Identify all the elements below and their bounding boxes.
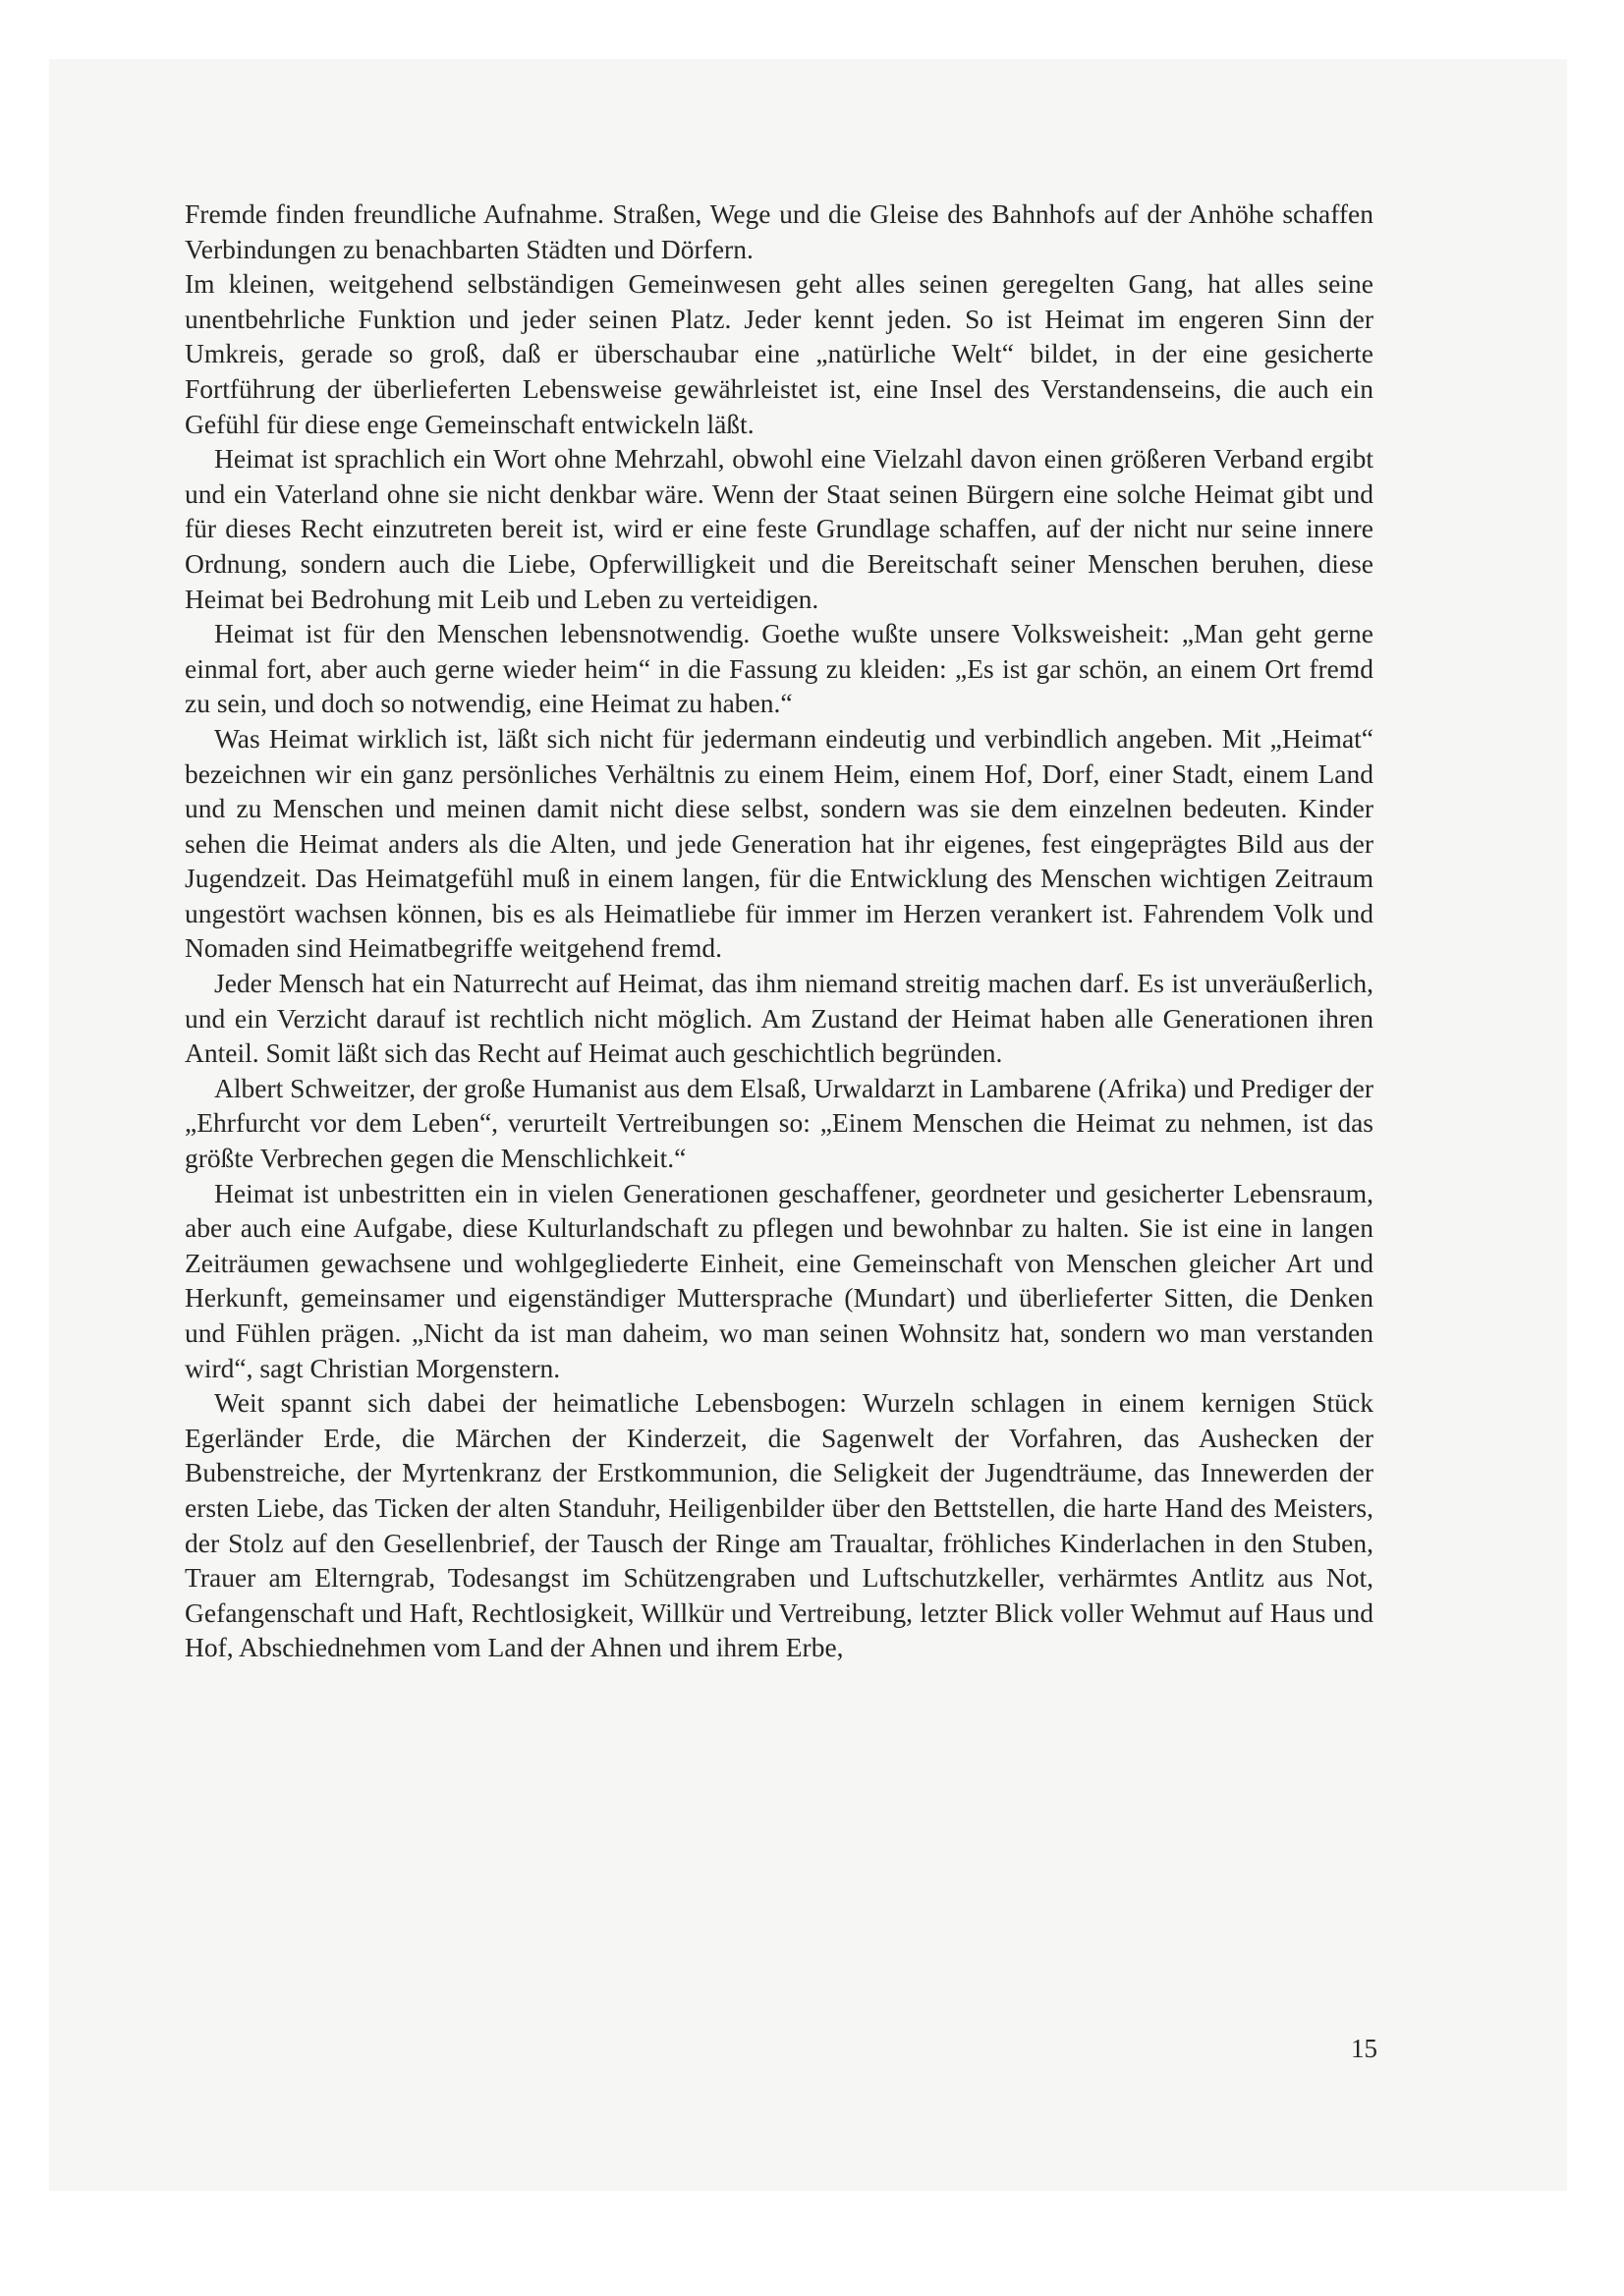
paragraph: Weit spannt sich dabei der heimatliche Lebensbogen: Wurzeln schlagen in einem kernigen Stück Egerländer Erde, die Märchen der Kinderzeit, die Sagenwelt der Vorfahren, das Aushecken der Bubenstreiche, der Myrtenkranz der Erstkommunion, die Seligkeit der Jugendträume, das Innewerden der ersten Liebe, das Ticken der alten Standuhr, Heiligenbilder über den Bettstellen, die harte Hand des Meisters, der Stolz auf den Gesellenbrief, der Tausch der Ringe am Traualtar, fröhliches Kinderlachen in den Stuben, Trauer am Elterngrab, Todesangst im Schützengraben und Luftschutzkeller, verhärmtes Antlitz aus Not, Gefangenschaft und Haft, Rechtlosigkeit, Willkür und Vertreibung, letzter Blick voller Wehmut auf Haus und Hof, Abschiednehmen vom Land der Ahnen und ihrem Erbe, [185,1387,1373,1663]
page-number: 15 [1351,2034,1377,2063]
paragraph: Was Heimat wirklich ist, läßt sich nicht für jedermann eindeutig und verbindlich angeben. Mit „Heimat“ bezeichnen wir ein ganz persönliches Verhältnis zu einem Heim, einem Hof, Dorf, einer Stadt, einem Land und zu Menschen und meinen damit nicht diese selbst, sondern was sie dem einzelnen bedeuten. Kinder sehen die Heimat anders als die Alten, und jede Generation hat ihr eigenes, fest eingeprägtes Bild aus der Jugendzeit. Das Heimatgefühl muß in einem langen, für die Entwicklung des Menschen wichtigen Zeitraum ungestört wachsen können, bis es als Heimatliebe für immer im Herzen verankert ist. Fahrendem Volk und Nomaden sind Heimatbegriffe weitgehend fremd. [185,722,1373,964]
paragraph: Albert Schweitzer, der große Humanist aus dem Elsaß, Urwaldarzt in Lambarene (Afrika) und Prediger der „Ehrfurcht vor dem Leben“, verurteilt Vertreibungen so: „Einem Menschen die Heimat zu nehmen, ist das größte Verbrechen gegen die Menschlichkeit.“ [185,1072,1373,1174]
paragraph: Heimat ist für den Menschen lebensnotwendig. Goethe wußte unsere Volksweisheit: „Man geht gerne einmal fort, aber auch gerne wieder heim“ in die Fassung zu kleiden: „Es ist gar schön, an einem Ort fremd zu sein, und doch so notwendig, eine Heimat zu haben.“ [185,618,1373,719]
paragraph: Heimat ist unbestritten ein in vielen Generationen geschaffener, geordneter und gesicherter Lebensraum, aber auch eine Aufgabe, diese Kulturlandschaft zu pflegen und bewohnbar zu halten. Sie ist eine in langen Zeiträumen gewachsene und wohlgegliederte Einheit, eine Gemeinschaft von Menschen gleicher Art und Herkunft, gemeinsamer und eigenständiger Muttersprache (Mundart) und überlieferter Sitten, die Denken und Fühlen prägen. „Nicht da ist man daheim, wo man seinen Wohnsitz hat, sondern wo man verstanden wird“, sagt Christian Morgenstern. [185,1177,1373,1383]
body-text [185,196,1373,1665]
paragraph: Im kleinen, weitgehend selbständigen Gemeinwesen geht alles seinen geregelten Gang, hat alles seine unentbehrliche Funktion und jeder seinen Platz. Jeder kennt jeden. So ist Heimat im engeren Sinn der Umkreis, gerade so groß, daß er überschaubar eine „natürliche Welt“ bildet, in der eine gesicherte Fortführung der überlieferten Lebensweise gewährleistet ist, eine Insel des Verstandenseins, die auch ein Gefühl für diese enge Gemeinschaft entwickeln läßt. [185,268,1373,439]
paragraph: Jeder Mensch hat ein Naturrecht auf Heimat, das ihm niemand streitig machen darf. Es ist unveräußerlich, und ein Verzicht darauf ist rechtlich nicht möglich. Am Zustand der Heimat haben alle Generationen ihren Anteil. Somit läßt sich das Recht auf Heimat auch geschichtlich begründen. [185,968,1373,1069]
paragraph-continuation: Fremde finden freundliche Aufnahme. Straßen, Wege und die Gleise des Bahnhofs auf der Anhöhe schaffen Verbindungen zu benachbarten Städten und Dörfern. [185,198,1373,264]
paragraph: Heimat ist sprachlich ein Wort ohne Mehrzahl, obwohl eine Vielzahl davon einen größeren Verband ergibt und ein Vaterland ohne sie nicht denkbar wäre. Wenn der Staat seinen Bürgern eine solche Heimat gibt und für dieses Recht einzutreten bereit ist, wird er eine feste Grundlage schaffen, auf der nicht nur seine innere Ordnung, sondern auch die Liebe, Opferwilligkeit und die Bereitschaft seiner Menschen beruhen, diese Heimat bei Bedrohung mit Leib und Leben zu verteidigen. [185,443,1373,614]
